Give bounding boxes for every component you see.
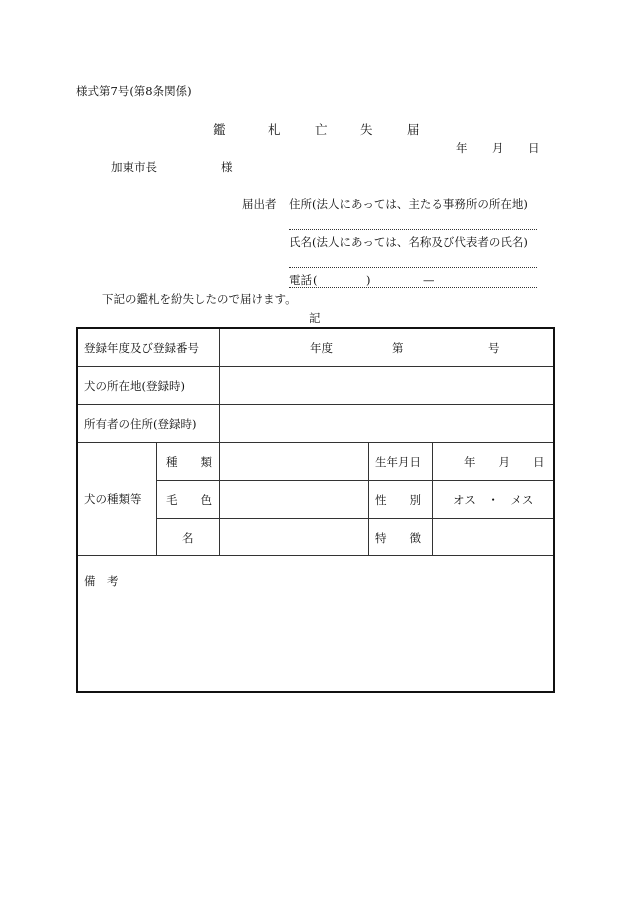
birthdate-value[interactable]: 年 月 日 <box>464 455 545 469</box>
reg-number-field[interactable] <box>221 331 551 364</box>
col-divider <box>432 442 433 555</box>
owner-address-field[interactable] <box>221 407 551 440</box>
col-divider <box>368 442 369 555</box>
row-divider <box>78 404 553 405</box>
features-label: 特 徴 <box>375 531 421 545</box>
owner-address-label: 所有者の住所(登録時) <box>84 417 197 431</box>
dog-name-field[interactable] <box>221 521 366 553</box>
row-divider <box>78 366 553 367</box>
recipient <box>111 160 233 174</box>
birthdate-label: 生年月日 <box>375 455 421 469</box>
name-label: 氏名(法人にあっては、名称及び代表者の氏名) <box>289 235 528 249</box>
col-divider <box>219 329 220 555</box>
phone-dash: — <box>423 273 435 287</box>
row-divider <box>78 442 553 443</box>
name-field[interactable] <box>289 267 537 268</box>
dog-location-label: 犬の所在地(登録時) <box>84 379 185 393</box>
date-year: 年 <box>456 141 468 155</box>
title-char-4: 失 <box>360 122 373 137</box>
title-char-3: 亡 <box>315 122 328 137</box>
form-number: 様式第7号(第8条関係) <box>76 84 192 98</box>
submission-date <box>456 143 540 155</box>
notifier-label: 届出者 <box>242 197 277 211</box>
form-title <box>213 124 427 137</box>
phone-paren-close: ) <box>366 273 371 287</box>
name-row-label: 名 <box>182 531 194 545</box>
dog-location-field[interactable] <box>221 369 551 402</box>
phone-label: 電話 <box>289 273 312 287</box>
sex-label: 性 別 <box>375 493 421 507</box>
reg-year: 年度 <box>310 341 333 355</box>
phone-underline <box>289 287 537 288</box>
color-field[interactable] <box>221 483 366 516</box>
remarks-field[interactable] <box>80 591 551 689</box>
sex-value[interactable]: オス ・ メス <box>453 493 534 507</box>
phone-paren-open: ( <box>313 273 318 287</box>
dog-type-group-label: 犬の種類等 <box>84 492 142 506</box>
recipient-name: 加東市長 <box>111 160 157 174</box>
color-label: 毛 色 <box>166 493 212 507</box>
breed-label: 種 類 <box>166 455 212 469</box>
breed-field[interactable] <box>221 445 366 478</box>
phone-field[interactable] <box>289 273 435 287</box>
date-month: 月 <box>492 141 504 155</box>
title-char-1: 鑑 <box>213 122 226 137</box>
features-field[interactable] <box>434 521 551 553</box>
title-char-5: 届 <box>407 122 420 137</box>
row-divider <box>78 555 553 556</box>
details-table <box>76 327 555 693</box>
col-divider <box>156 442 157 555</box>
statement: 下記の鑑札を紛失したので届けます。 <box>102 292 297 306</box>
ki-heading: 記 <box>309 311 321 325</box>
date-day: 日 <box>528 141 540 155</box>
row-divider <box>156 518 553 519</box>
reg-label: 登録年度及び登録番号 <box>84 341 199 355</box>
reg-dai: 第 <box>392 341 404 355</box>
address-field[interactable] <box>289 229 537 230</box>
address-label: 住所(法人にあっては、主たる事務所の所在地) <box>289 197 528 211</box>
title-char-2: 札 <box>268 122 281 137</box>
row-divider <box>156 480 553 481</box>
recipient-honorific: 様 <box>221 160 233 174</box>
remarks-label: 備 考 <box>84 574 119 588</box>
reg-go: 号 <box>488 341 500 355</box>
